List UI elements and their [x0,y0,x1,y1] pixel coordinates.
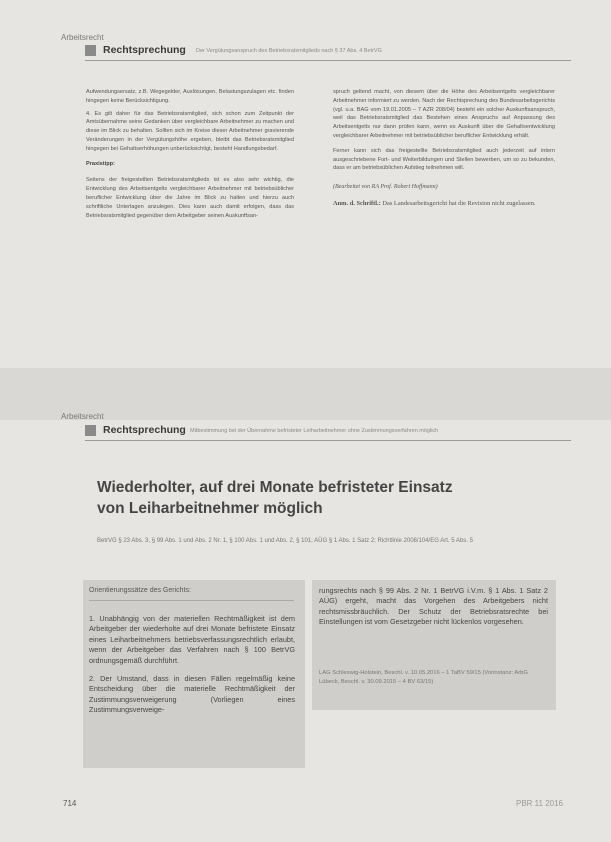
annotation [333,200,555,209]
paragraph: Aufwendungsersatz, z.B. Wegegelder, Auslösungen, Belastungszulagen etc. finden hingegen keine Berücksichtigung. [86,89,294,104]
rubric-subtitle-bottom: Mitbestimmung bei der Übernahme befristeter Leiharbeitnehmer ohne Zustimmungsverfahren möglich [190,428,439,434]
section-label-bottom: Arbeitsrecht [61,412,104,421]
article-title-line2: von Leiharbeitnehmer möglich [97,500,323,517]
header-rule-top [85,60,571,61]
praxistipp-text: Seitens der freigestellten Betriebsratsmitglieds ist es also sehr wichtig, die Entwicklung des Arbeitsentgelts vergleichbarer Arbeitnehmer mit betriebsüblicher beruflicher Entwicklung über die Jahre im Blick zu halten und hierzu auch schriftliche Unterlagen anzulegen. Dies kann auch damit erfolgen, dass das Betriebsratsmitglied gegenüber dem Arbeitgeber seinen Auskunftsan- [86,177,294,219]
page-number: 714 [63,799,77,808]
rubric-title-bottom: Rechtsprechung [103,424,186,436]
header-rule-bottom [85,440,571,441]
legal-references: BetrVG § 23 Abs. 3, § 99 Abs. 1 und Abs. 2 Nr. 1, § 100 Abs. 1 und Abs. 2, § 101; AÜG § 1 Abs. 1 Satz 2; Richtlinie 2008/104/EG Art. 5 Abs. 5 [97,538,473,544]
headnote-paragraph-2: 2. Der Umstand, dass in diesen Fällen regelmäßig keine Entscheidung über die materielle Rechtmäßigkeit der Zustimmungsverweigerung (Vorliegen eines Zustimmungsverweige- [89,674,295,715]
article-title [97,477,567,519]
rubric-square-top [85,45,96,56]
author-line: (Bearbeitet von RA Prof. Robert Hoffmann) [333,184,438,191]
paragraph: spruch geltend macht, von diesem über die Höhe des Arbeitsentgelts vergleichbarer Arbeitnehmer informiert zu werden. Nach der Rechtsprechung des Bundesarbeitsgerichts (vgl. u.a. BAG vom 19.01.2005 – 7 AZR 208/04) besteht ein solcher Auskunftsanspruch, weil das Betriebsratsmitglied das Bestehen eines Anspruchs auf Anpassung des Arbeitsentgelts nur dann prüfen kann, wenn es Auskunft über die Gehaltsentwicklung vergleichbarer Arbeitnehmer mit betriebsüblicher beruflicher Entwicklung erhält. [333,89,555,139]
annotation-label: Anm. d. Schriftl.: [333,199,381,207]
decision-source: LAG Schleswig-Holstein, Beschl. v. 10.05.2016 – 1 TaBV 59/15 (Vorinstanz: ArbG Lübeck, Beschl. v. 30.09.2015 – 4 BV 63/15) [319,670,528,685]
rubric-square-bottom [85,425,96,436]
top-left-column [86,88,294,224]
paragraph: Ferner kann sich das freigestellte Betriebsratsmitglied auch jederzeit auf intern ausgeschriebene Fort- und Weiterbildungen und Stellen bewerben, um so zu bekunden, dass er am betriebsüblichen Aufstieg teilnehmen will. [333,147,555,172]
annotation-text: Das Landesarbeitsgericht hat die Revision nicht zugelassen. [382,199,536,207]
paragraph: 4. Es gilt daher für das Betriebsratsmitglied, sich schon zum Zeitpunkt der Amtsübernahme seine Gedanken über vergleichbare Arbeitnehmer zu machen und diese im Blick zu behalten. Sollten sich im Kreise dieser Arbeitnehmer gravierende Veränderungen in der Vergütungshöhe ergeben, bleibt das Betriebsratsmitglied hingegen bei Gehaltserhöhungen unberücksichtigt, besteht Handlungsbedarf. [86,110,294,152]
section-label-top: Arbeitsrecht [61,33,104,42]
headnote-left-text [89,614,295,721]
headnote-paragraph-1: 1. Unabhängig von der materiellen Rechtmäßigkeit ist dem Arbeitgeber der wiederholte auf drei Monate befristete Einsatz eines Leiharbeitnehmers betriebsverfassungsrechtlich erlaubt, wenn der Arbeitgeber das Verfahren nach § 100 BetrVG ordnungsgemäß durchführt. [89,614,295,665]
top-right-column [333,88,555,213]
praxistipp-heading: Praxistipp: [86,160,115,167]
headnote-heading: Orientierungssätze des Gerichts: [89,587,191,594]
headnote-right-text [319,586,548,633]
headnote-paragraph-continued: rungsrechts nach § 99 Abs. 2 Nr. 1 BetrVG i.V.m. § 1 Abs. 1 Satz 2 AÜG) ergeht, macht das Vorgehen des Arbeitgebers nicht rechtsmissbräuchlich. Der Schutz der Betriebsratsrechte bei Einstellungen ist vom Gesetzgeber nicht lückenlos vorgesehen. [319,586,548,627]
rubric-title-top: Rechtsprechung [103,44,186,56]
journal-issue: PBR 11 2016 [516,799,563,808]
rubric-subtitle-top: Der Vergütungsanspruch des Betriebsratsmitglieds nach § 37 Abs. 4 BetrVG [196,48,382,54]
article-title-line1: Wiederholter, auf drei Monate befristeter Einsatz [97,479,453,496]
headnote-rule [89,600,294,601]
